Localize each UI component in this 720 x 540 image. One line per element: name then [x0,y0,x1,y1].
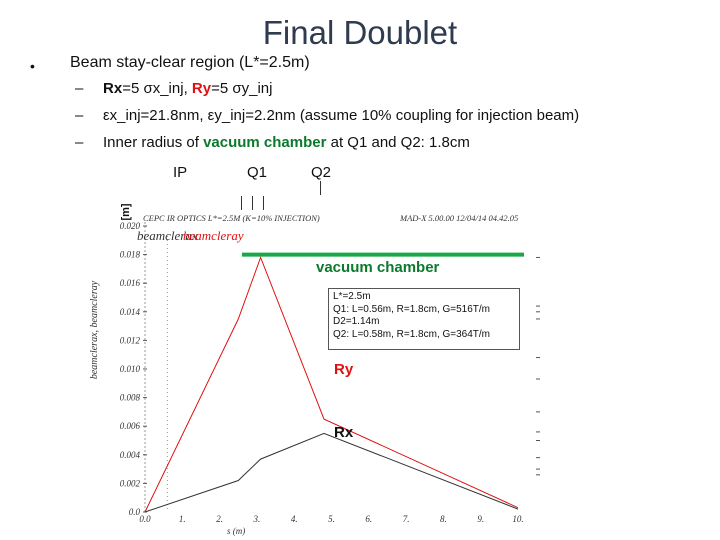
y-tick-label: 0.004 [119,449,140,460]
y-axis-label: beamclerax, beamcleray [89,280,100,380]
bullet-marker: • [30,58,35,74]
x-tick-label: 9. [477,514,485,524]
y-tick-label: 0.006 [119,421,140,432]
ip-label: IP [173,164,188,181]
vacuum-chamber-label: vacuum chamber [316,259,440,276]
x-tick-label: 6. [365,514,373,524]
ry-label: Ry [191,80,212,97]
param-line-lstar: L*=2.5m [333,291,371,302]
q2-label: Q2 [311,164,332,181]
radius-pre: Inner radius of [103,134,204,151]
param-line-q1: Q1: L=0.56m, R=1.8cm, G=516T/m [333,303,491,315]
legend-beamclerax: beamclerax [137,228,198,243]
x-tick-label: 10. [512,514,524,524]
y-tick-label: 0.020 [119,221,140,231]
dash-marker: – [75,107,84,124]
legend-beamcleray: beamcleray [183,228,244,243]
dash-marker: – [75,134,84,151]
x-tick-label: 0.0 [139,514,151,524]
x-tick-label: 3. [253,514,261,524]
y-axis-unit: [m] [120,203,132,221]
x-tick-label: 8. [440,514,447,524]
slide-title: Final Doublet [262,14,458,51]
series-line-beamclerax [145,433,518,512]
rx-label: Rx [103,80,123,97]
rx-curve-label: Rx [334,424,354,441]
y-tick-label: 0.014 [119,306,140,317]
param-line-d2: D2=1.14m [333,316,380,327]
y-tick-label: 0.0 [128,507,140,517]
y-tick-label: 0.016 [119,278,140,289]
q1-label: Q1 [247,164,268,181]
vacuum-chamber-highlight: vacuum chamber [203,134,327,151]
x-tick-label: 7. [402,514,410,524]
magnet-parameters-box [328,288,520,350]
y-tick-label: 0.002 [119,478,140,489]
y-tick-label: 0.018 [119,249,140,260]
plot-header-right: MAD-X 5.00.00 12/04/14 04.42.05 [400,213,519,223]
dash-marker: – [75,80,84,97]
radius-post: at Q1 and Q2: 1.8cm [326,134,470,151]
x-tick-label: 5. [328,514,335,524]
y-tick-label: 0.010 [119,364,140,374]
plot-header-left: CEPC IR OPTICS L*=2.5M (K=10% INJECTION) [143,213,320,223]
ry-curve-label: Ry [334,361,354,378]
x-tick-label: 2. [216,514,223,524]
y-tick-label: 0.008 [119,392,140,403]
param-line-q2: Q2: L=0.58m, R=1.8cm, G=364T/m [333,328,491,340]
rx-definition: =5 σx_inj, [122,80,192,97]
y-tick-label: 0.012 [119,335,140,346]
x-tick-label: 4. [290,514,298,524]
x-tick-label: 1. [178,514,186,524]
ry-definition: =5 σy_inj [211,80,273,97]
emittance-text: εx_inj=21.8nm, εy_inj=2.2nm (assume 10% coupling for injection beam) [103,107,580,124]
x-axis-label: s (m) [227,526,246,536]
bullet-heading: Beam stay-clear region (L*=2.5m) [70,54,310,71]
